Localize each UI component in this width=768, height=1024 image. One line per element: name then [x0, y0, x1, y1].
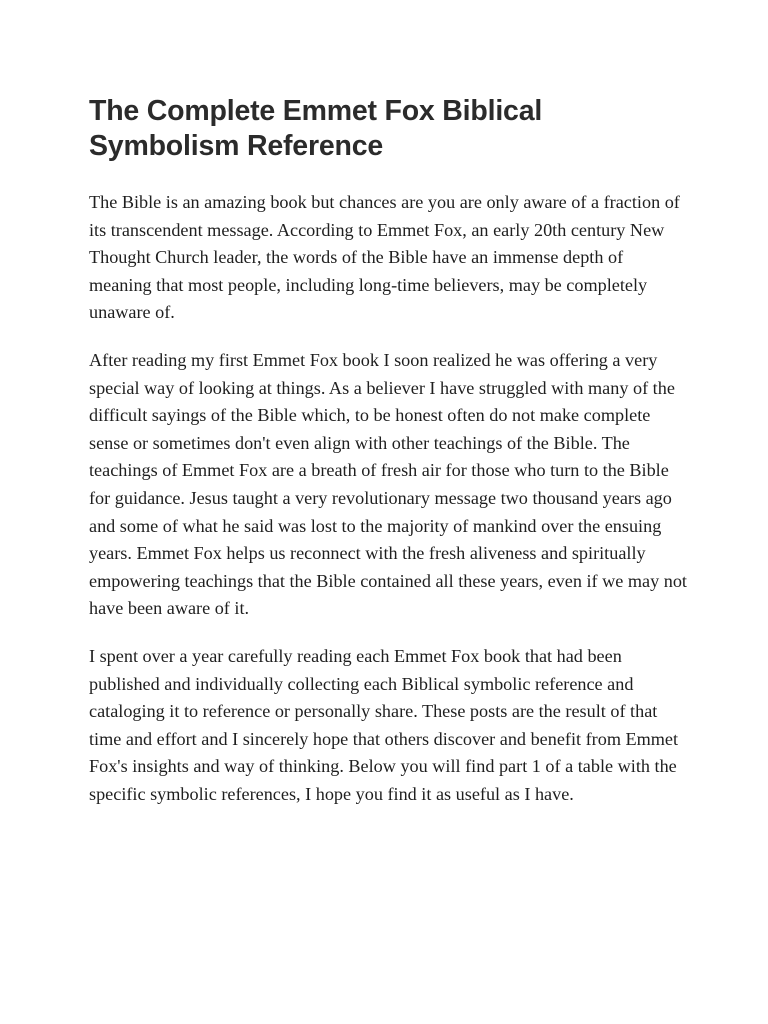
paragraph-purpose: I spent over a year carefully reading each Emmet Fox book that had been published and individually collecting each Biblical symbolic reference and cataloging it to reference or personally share. These posts are the result of that time and effort and I sincerely hope that others discover and benefit from Emmet Fox's insights and way of thinking. Below you will find part 1 of a table with the specific symbolic references, I hope you find it as useful as I have. — [89, 645, 679, 804]
article-body — [89, 94, 689, 828]
article-title: The Complete Emmet Fox Biblical Symbolism Reference — [89, 95, 543, 162]
paragraph-intro: The Bible is an amazing book but chances are you are only aware of a fraction of its transcendent message. According to Emmet Fox, an early 20th century New Thought Church leader, the words of the Bible have an immense depth of meaning that most people, including long-time believers, may be completely unaware of. — [89, 192, 680, 323]
paragraph-experience: After reading my first Emmet Fox book I soon realized he was offering a very special way of looking at things. As a believer I have struggled with many of the difficult sayings of the Bible which, to be honest often do not make complete sense or sometimes don't even align with other teachings of the Bible. The teachings of Emmet Fox are a breath of fresh air for those who turn to the Bible for guidance. Jesus taught a very revolutionary message two thousand years ago and some of what he said was lost to the majority of mankind over the ensuing years. Emmet Fox helps us reconnect with the fresh aliveness and spiritually empowering teachings that the Bible contained all these years, even if we may not have been aware of it. — [89, 349, 687, 619]
